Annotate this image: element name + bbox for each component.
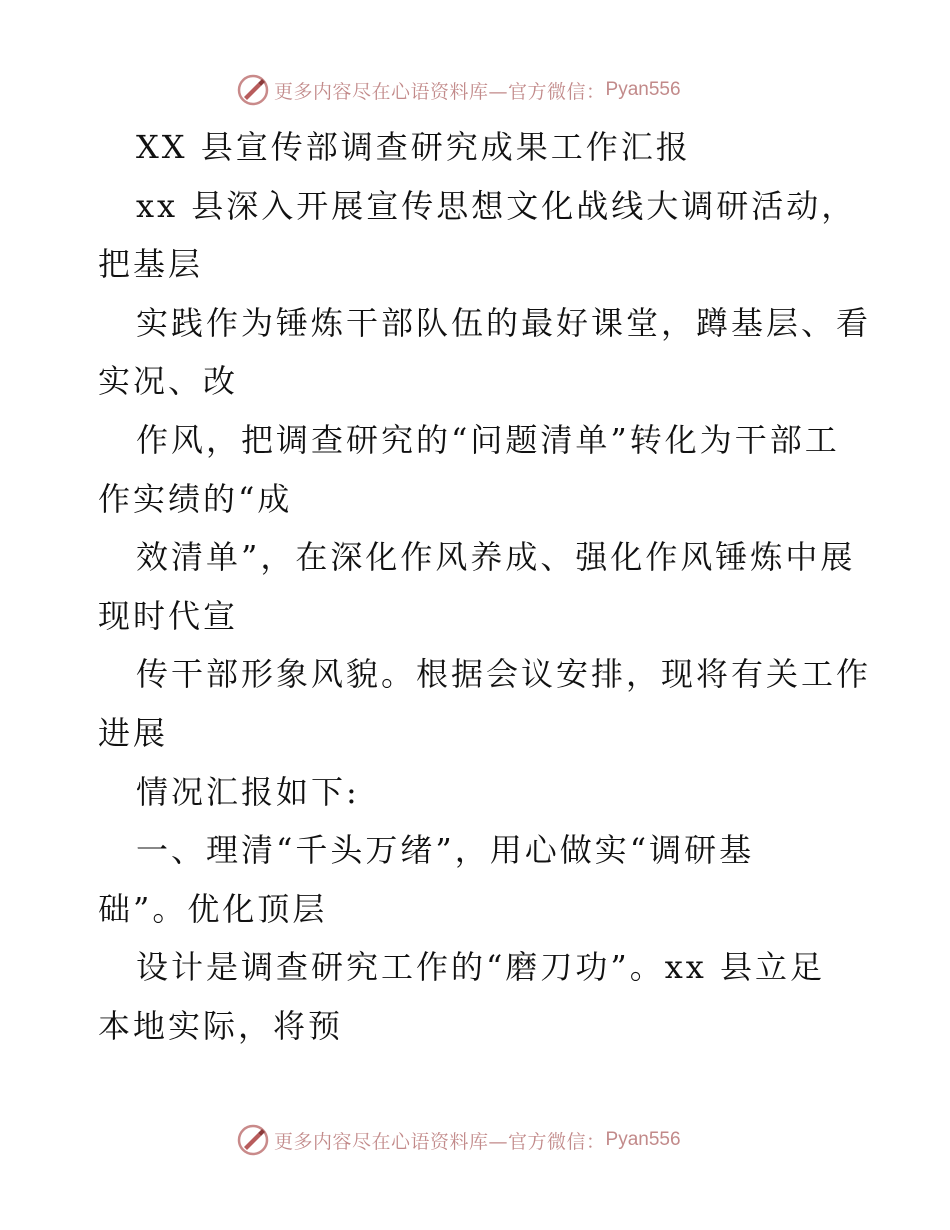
text-line: 传干部形象风貌。根据会议安排，现将有关工作 bbox=[136, 655, 872, 694]
watermark-text: 更多内容尽在心语资料库—官方微信： bbox=[274, 1130, 606, 1153]
text-line: 础”。优化顶层 bbox=[98, 889, 328, 928]
pen-logo-icon bbox=[236, 73, 270, 107]
text-line: 情况汇报如下: bbox=[136, 772, 360, 811]
footer-watermark bbox=[236, 1122, 681, 1158]
document-body bbox=[98, 118, 872, 1056]
text-line: 本地实际，将预 bbox=[98, 1006, 344, 1045]
text-line: 作实绩的“成 bbox=[98, 479, 293, 518]
text-line: 一、理清“千头万绪”，用心做实“调研基 bbox=[136, 831, 755, 870]
text-line: 把基层 bbox=[98, 245, 204, 284]
text-line: 进展 bbox=[98, 713, 169, 752]
text-line: XX 县宣传部调查研究成果工作汇报 bbox=[136, 128, 691, 166]
watermark-wechat-id: Pyan556 bbox=[605, 1129, 681, 1150]
pen-logo-icon bbox=[236, 1123, 270, 1157]
watermark-text: 更多内容尽在心语资料库—官方微信： bbox=[274, 80, 606, 103]
text-line: 实况、改 bbox=[98, 362, 239, 401]
text-line: 作风，把调查研究的“问题清单”转化为干部工 bbox=[136, 420, 840, 459]
header-watermark bbox=[236, 72, 681, 108]
text-line: 现时代宣 bbox=[98, 596, 239, 635]
text-line: 设计是调查研究工作的“磨刀功”。xx 县立足 bbox=[136, 948, 825, 987]
text-line: xx 县深入开展宣传思想文化战线大调研活动， bbox=[136, 186, 857, 225]
text-line: 效清单”，在深化作风养成、强化作风锤炼中展 bbox=[136, 538, 856, 577]
text-line: 实践作为锤炼干部队伍的最好课堂，蹲基层、看 bbox=[136, 303, 872, 342]
watermark-wechat-id: Pyan556 bbox=[605, 79, 681, 100]
